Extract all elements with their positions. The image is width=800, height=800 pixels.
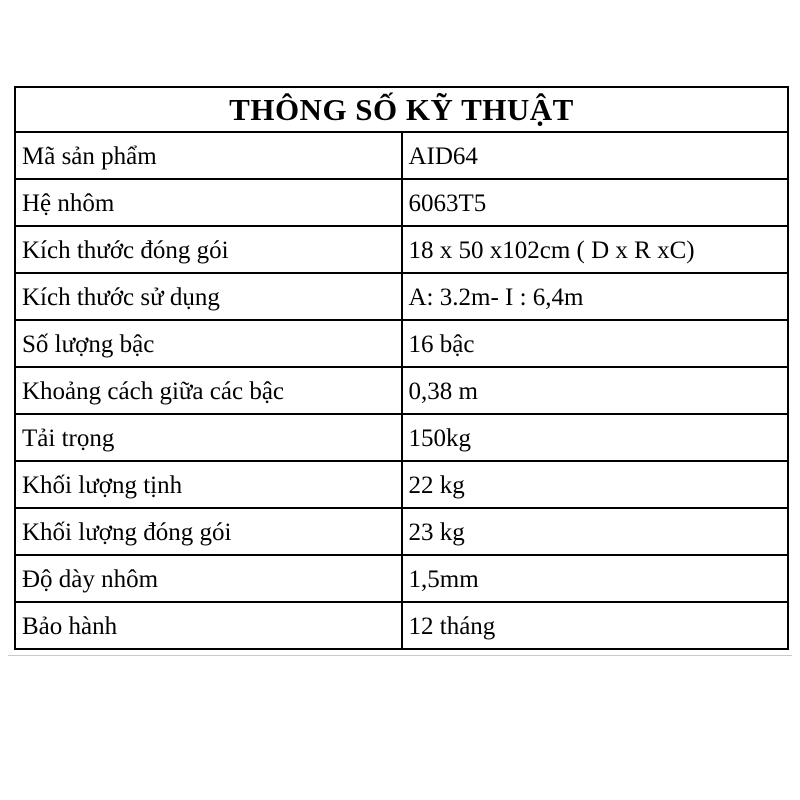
spec-row <box>15 555 788 602</box>
spec-label: Kích thước đóng gói <box>15 226 402 273</box>
spec-row <box>15 461 788 508</box>
spec-row <box>15 132 788 179</box>
spec-value: 0,38 m <box>402 367 789 414</box>
spec-label: Độ dày nhôm <box>15 555 402 602</box>
spec-label: Khoảng cách giữa các bậc <box>15 367 402 414</box>
spec-label: Hệ nhôm <box>15 179 402 226</box>
spec-row <box>15 414 788 461</box>
spec-label: Khối lượng tịnh <box>15 461 402 508</box>
spec-label: Mã sản phẩm <box>15 132 402 179</box>
spec-label: Số lượng bậc <box>15 320 402 367</box>
table-bottom-hairline <box>8 655 792 656</box>
spec-table <box>14 86 789 650</box>
spec-row <box>15 179 788 226</box>
spec-row <box>15 226 788 273</box>
spec-value: 1,5mm <box>402 555 789 602</box>
spec-value: 23 kg <box>402 508 789 555</box>
spec-label: Khối lượng đóng gói <box>15 508 402 555</box>
spec-label: Tải trọng <box>15 414 402 461</box>
spec-value: AID64 <box>402 132 789 179</box>
spec-row <box>15 508 788 555</box>
spec-label: Kích thước sử dụng <box>15 273 402 320</box>
spec-table-head <box>15 87 788 132</box>
spec-label: Bảo hành <box>15 602 402 649</box>
spec-value: 150kg <box>402 414 789 461</box>
spec-value: 22 kg <box>402 461 789 508</box>
spec-row <box>15 320 788 367</box>
spec-value: 6063T5 <box>402 179 789 226</box>
spec-value: A: 3.2m- I : 6,4m <box>402 273 789 320</box>
title-row <box>15 87 788 132</box>
spec-value: 18 x 50 x102cm ( D x R xC) <box>402 226 789 273</box>
spec-value: 12 tháng <box>402 602 789 649</box>
spec-row <box>15 367 788 414</box>
spec-row <box>15 273 788 320</box>
spec-row <box>15 602 788 649</box>
spec-table-body <box>15 132 788 649</box>
spec-value: 16 bậc <box>402 320 789 367</box>
table-title: THÔNG SỐ KỸ THUẬT <box>15 87 788 132</box>
